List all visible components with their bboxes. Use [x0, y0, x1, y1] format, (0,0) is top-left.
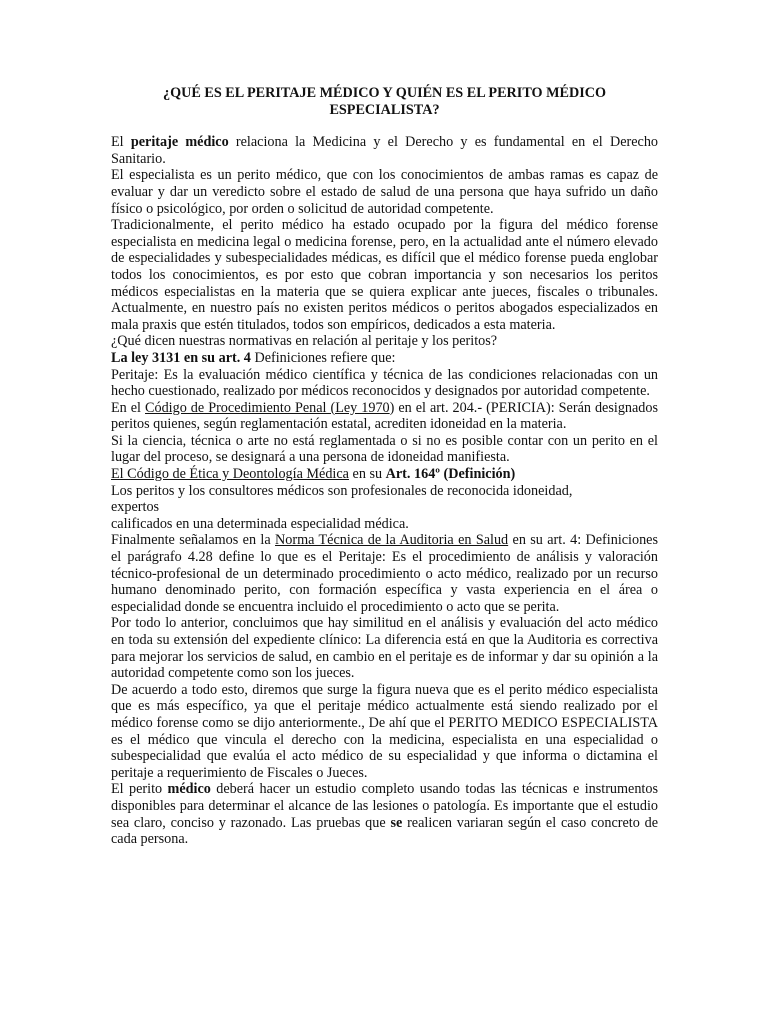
text-run: El perito: [111, 781, 168, 798]
codigo-etica-link[interactable]: El Código de Ética y Deontología Médica: [111, 466, 349, 483]
bold-ley-reference: La ley 3131 en su art. 4: [111, 349, 251, 366]
text-line: calificados en una determinada especialidad médica.: [111, 515, 409, 532]
paragraph-codigo-etica: [111, 466, 658, 483]
paragraph-especialista: El especialista es un perito médico, que con los conocimientos de ambas ramas es capaz de evaluar y dar un veredicto sobre el estado de salud de una persona que haya sufrido un daño físico o psicológico, por orden o solicitud de autoridad competente.: [111, 167, 658, 217]
text-run: En el: [111, 399, 146, 416]
paragraph-ciencia-tecnica: Si la ciencia, técnica o arte no está reglamentada o si no es posible contar con un perito en el lugar del proceso, se designará a una persona de idoneidad manifiesta.: [111, 432, 658, 466]
bold-term-peritaje: peritaje médico: [130, 134, 229, 151]
text-run: Finalmente señalamos en la: [111, 532, 276, 549]
codigo-penal-link[interactable]: Código de Procedimiento Penal (Ley 1970: [145, 399, 390, 416]
paragraph-peritaje-intro: [111, 134, 658, 167]
paragraph-norma-tecnica: [111, 532, 658, 615]
text-run: en su art. 4: Definiciones el parágrafo 4.28 define lo que es el Peritaje: Es el procedimiento de análisis y valoración técnico-profesional de un determinado procedimiento o acto médico, realizado por un recurso humano denominado perito, con formación específica y vasta experiencia en el área o especialidad donde se encuentra incluido el procedimiento o acto que se perita.: [111, 532, 659, 615]
paragraph-estudio-completo: [111, 781, 658, 847]
paragraph-ley-3131: [111, 350, 658, 367]
norma-tecnica-link[interactable]: Norma Técnica de la Auditoria en Salud: [275, 532, 509, 549]
text-run: realicen variaran según el caso concreto de cada persona.: [111, 814, 658, 848]
text-run: deberá hacer un estudio completo usando todas las técnicas e instrumentos disponibles para determinar el alcance de las lesiones o patología. Es importante que el estudio sea claro, conciso y razonado. Las pruebas que: [111, 781, 658, 831]
bold-article-reference: Art. 164º (Definición): [385, 466, 516, 483]
document-page: [111, 85, 658, 848]
paragraph-codigo-penal: [111, 400, 658, 433]
paragraph-question-normativas: ¿Qué dicen nuestras normativas en relación al peritaje y los peritos?: [111, 333, 498, 350]
paragraph-peritos-consultores: [111, 483, 658, 533]
paragraph-peritaje-definition: Peritaje: Es la evaluación médico científica y técnica de las condiciones relacionadas con un hecho cuestionado, realizado por médicos reconocidos y designados por autoridad competente.: [111, 366, 658, 400]
paragraph-perito-especialista: De acuerdo a todo esto, diremos que surge la figura nueva que es el perito médico especialista que es más específico, ya que el peritaje médico actualmente está siendo realizado por el médico forense como se dijo anteriormente., De ahí que el PERITO MEDICO ESPECIALISTA es el médico que vincula el derecho con la medicina, especialista en una especialidad o subespecialidad que evalúa el acto médico de su especialidad y que informa o dictamina el peritaje a requerimiento de Fiscales o Jueces.: [111, 681, 658, 781]
paragraph-tradicionalmente: Tradicionalmente, el perito médico ha estado ocupado por la figura del médico forense especialista en medicina legal o medicina forense, pero, en la actualidad ante el número elevado de especialidades y subespecialidades médicas, es difícil que el médico forense pueda englobar todos los conocimientos, es por esto que cobran importancia y son necesarios los peritos médicos especialistas en la materia que se quiera explicar ante jueces, fiscales o tribunales. Actualmente, en nuestro país no existen peritos médicos o peritos abogados especializados en mala praxis que estén titulados, todos son empíricos, dedicados a esta materia.: [111, 217, 658, 333]
text-line: expertos: [111, 499, 160, 516]
bold-word-medico: médico: [167, 781, 211, 798]
document-title: ¿QUÉ ES EL PERITAJE MÉDICO Y QUIÉN ES EL PERITO MÉDICO ESPECIALISTA?: [162, 85, 607, 118]
paragraph-conclusion: Por todo lo anterior, concluimos que hay similitud en el análisis y evaluación del acto médico en toda su extensión del expediente clínico: La diferencia está en que la Auditoria es correctiva para mejorar los servicios de salud, en cambio en el peritaje es de informar y dar su opinión a la autoridad competente como son los jueces.: [111, 615, 658, 682]
text-line: Los peritos y los consultores médicos son profesionales de reconocida idoneidad,: [111, 482, 573, 499]
text-run: El: [111, 134, 131, 151]
text-run: ) en el art. 204.- (PERICIA): Serán designados peritos quienes, según reglamentación estatal, acrediten idoneidad en la materia.: [111, 399, 659, 433]
text-run: Definiciones refiere que:: [250, 349, 396, 366]
bold-word-se: se: [390, 814, 403, 831]
text-run: relaciona la Medicina y el Derecho y es fundamental en el Derecho Sanitario.: [111, 134, 659, 167]
text-run: en su: [348, 466, 386, 483]
